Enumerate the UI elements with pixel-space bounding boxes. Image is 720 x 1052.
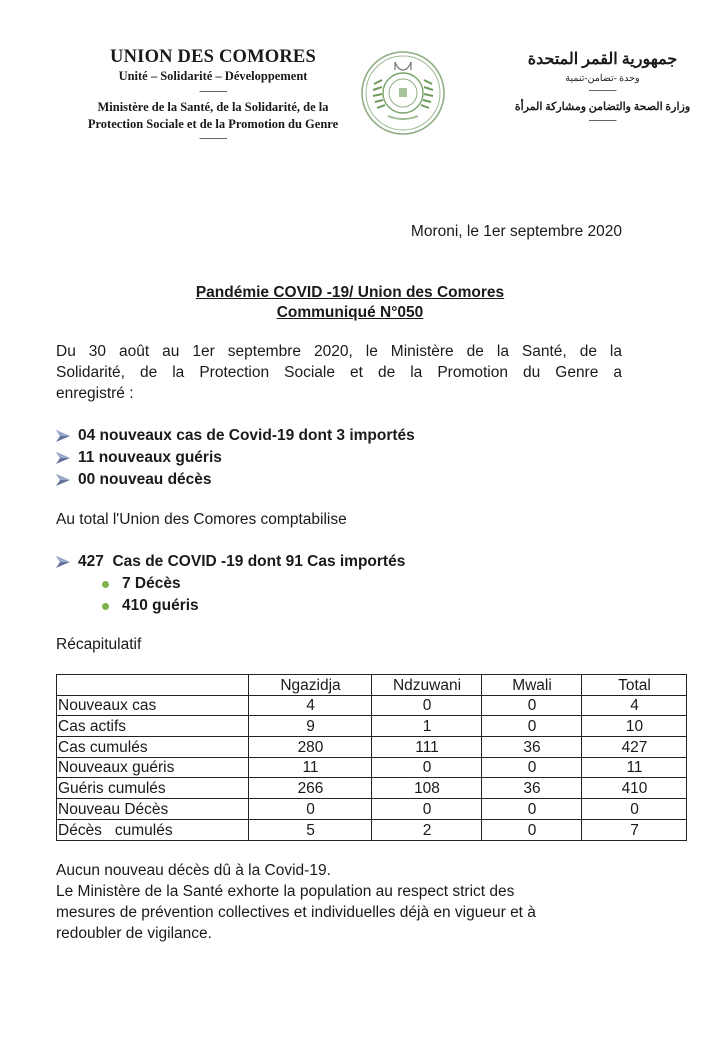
intro-line1: Du 30 août au 1er septembre 2020, le Ministère de la Santé, de la bbox=[56, 343, 622, 360]
table-cell: 2 bbox=[372, 819, 482, 840]
header-cell: Mwali bbox=[482, 675, 582, 696]
letterhead-left bbox=[60, 46, 366, 146]
national-motto: Unité – Solidarité – Développement bbox=[118, 69, 308, 83]
table-cell: 11 bbox=[249, 757, 372, 778]
ministry-name-line2: Protection Sociale et de la Promotion du Genre bbox=[87, 117, 339, 131]
table-cell: 5 bbox=[249, 819, 372, 840]
table-cell: 10 bbox=[582, 716, 687, 737]
sub-list-item bbox=[56, 573, 616, 595]
arrow-bullet-icon bbox=[56, 452, 70, 464]
ministry-name-line1: Ministère de la Santé, de la Solidarité, de la bbox=[97, 100, 329, 114]
table-cell: 36 bbox=[482, 778, 582, 799]
table-cell: 0 bbox=[372, 757, 482, 778]
table-row bbox=[57, 737, 687, 758]
table-cell: 0 bbox=[482, 716, 582, 737]
list-item bbox=[56, 447, 616, 469]
list-item-text: 11 nouveaux guéris bbox=[78, 449, 222, 466]
list-item bbox=[56, 551, 616, 573]
national-motto-arabic: وحدة -تضامن-تنمية bbox=[565, 74, 640, 84]
row-label: Cas actifs bbox=[57, 716, 249, 737]
header-cell: Total bbox=[582, 675, 687, 696]
dot-bullet-icon bbox=[102, 603, 109, 610]
document-date: Moroni, le 1er septembre 2020 bbox=[410, 223, 622, 240]
table-cell: 9 bbox=[249, 716, 372, 737]
list-item-text: 427 Cas de COVID -19 dont 91 Cas importés bbox=[78, 553, 406, 570]
list-item-text: 7 Décès bbox=[122, 575, 181, 592]
list-item bbox=[56, 425, 616, 447]
table-row bbox=[57, 757, 687, 778]
intro-line2: Solidarité, de la Protection Sociale et de la Promotion du Genre a bbox=[56, 364, 622, 381]
closing-line4: redoubler de vigilance. bbox=[56, 925, 212, 942]
country-name-arabic: جمهورية القمر المتحدة bbox=[527, 51, 678, 68]
table-cell: 427 bbox=[582, 737, 687, 758]
letterhead-right bbox=[500, 48, 705, 125]
table-cell: 1 bbox=[372, 716, 482, 737]
table-cell: 4 bbox=[249, 695, 372, 716]
row-label: Nouveaux cas bbox=[57, 695, 249, 716]
row-label: Cas cumulés bbox=[57, 737, 249, 758]
new-cases-list bbox=[56, 425, 616, 491]
list-item bbox=[56, 469, 616, 491]
recap-heading: Récapitulatif bbox=[56, 636, 142, 653]
ministry-name-arabic: وزارة الصحة والتضامن ومشاركة المرأة bbox=[514, 101, 691, 113]
table-cell: 111 bbox=[372, 737, 482, 758]
list-item-text: 00 nouveau décès bbox=[78, 471, 212, 488]
table-cell: 108 bbox=[372, 778, 482, 799]
intro-line3: enregistré : bbox=[56, 385, 134, 402]
row-label: Nouveaux guéris bbox=[57, 757, 249, 778]
table-row bbox=[57, 716, 687, 737]
table-cell: 0 bbox=[372, 695, 482, 716]
country-name: UNION DES COMORES bbox=[110, 47, 316, 67]
document-title bbox=[100, 283, 600, 323]
table-cell: 11 bbox=[582, 757, 687, 778]
table-cell: 266 bbox=[249, 778, 372, 799]
title-line2: Communiqué N°050 bbox=[276, 304, 424, 321]
sub-list-item bbox=[56, 595, 616, 617]
table-header-row bbox=[57, 675, 687, 696]
header-cell: Ndzuwani bbox=[372, 675, 482, 696]
arrow-bullet-icon bbox=[56, 556, 70, 568]
title-line1: Pandémie COVID -19/ Union des Comores bbox=[195, 284, 505, 301]
table-row bbox=[57, 778, 687, 799]
table-cell: 0 bbox=[249, 799, 372, 820]
national-seal-icon bbox=[360, 50, 446, 136]
list-item-text: 04 nouveaux cas de Covid-19 dont 3 importés bbox=[78, 427, 415, 444]
table-cell: 0 bbox=[582, 799, 687, 820]
table-cell: 0 bbox=[482, 819, 582, 840]
arrow-bullet-icon bbox=[56, 430, 70, 442]
separator: ----------- bbox=[588, 115, 617, 125]
total-intro: Au total l'Union des Comores comptabilise bbox=[56, 511, 347, 528]
closing-line2: Le Ministère de la Santé exhorte la population au respect strict des bbox=[56, 883, 515, 900]
intro-paragraph bbox=[56, 341, 622, 404]
closing-line3: mesures de prévention collectives et individuelles déjà en vigueur et à bbox=[56, 904, 536, 921]
separator: ----------- bbox=[199, 86, 227, 96]
table-cell: 410 bbox=[582, 778, 687, 799]
table-cell: 7 bbox=[582, 819, 687, 840]
table-row bbox=[57, 819, 687, 840]
total-list bbox=[56, 551, 616, 617]
closing-line1: Aucun nouveau décès dû à la Covid-19. bbox=[56, 862, 331, 879]
table-cell: 280 bbox=[249, 737, 372, 758]
separator: ----------- bbox=[199, 133, 227, 143]
table-cell: 4 bbox=[582, 695, 687, 716]
row-label: Décès cumulés bbox=[57, 819, 249, 840]
table-cell: 0 bbox=[482, 695, 582, 716]
table-cell: 0 bbox=[372, 799, 482, 820]
table-row bbox=[57, 799, 687, 820]
header-cell bbox=[57, 675, 249, 696]
row-label: Nouveau Décès bbox=[57, 799, 249, 820]
arrow-bullet-icon bbox=[56, 474, 70, 486]
table-row bbox=[57, 695, 687, 716]
table-cell: 36 bbox=[482, 737, 582, 758]
table-cell: 0 bbox=[482, 757, 582, 778]
recap-table bbox=[56, 674, 687, 841]
table-cell: 0 bbox=[482, 799, 582, 820]
separator: ----------- bbox=[588, 85, 617, 95]
list-item-text: 410 guéris bbox=[122, 597, 199, 614]
dot-bullet-icon bbox=[102, 581, 109, 588]
closing-paragraph bbox=[56, 860, 636, 944]
header-cell: Ngazidja bbox=[249, 675, 372, 696]
row-label: Guéris cumulés bbox=[57, 778, 249, 799]
